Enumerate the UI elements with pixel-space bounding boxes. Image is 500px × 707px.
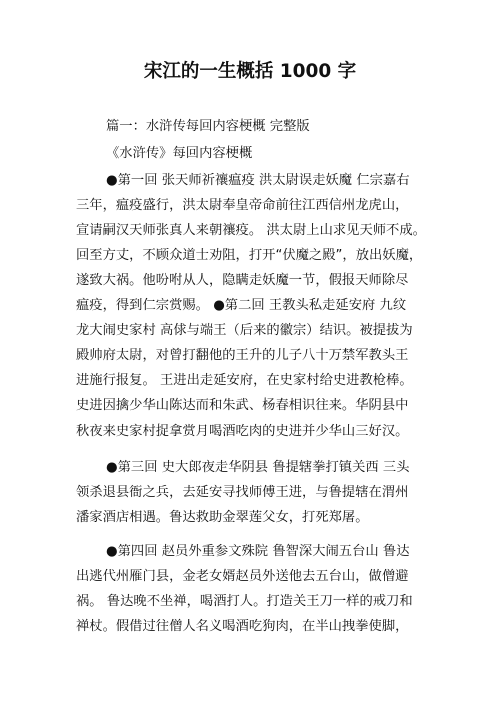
paragraph-line: 宣请嗣汉天师张真人来朝禳疫。 洪太尉上山求见天师不成。 <box>76 223 426 238</box>
paragraph-line: 出逃代州雁门县，金老女婿赵员外送他去五台山，做僧避 <box>76 569 409 584</box>
paragraph-line: 进施行报复。 王进出走延安府，在史家村给史进教枪棒。 <box>76 373 413 388</box>
paragraph-line: 回至方丈，不顾众道士劝阻，打开“伏魔之殿”，放出妖魔， <box>76 248 423 263</box>
paragraph-line: 禅杖。假借过往僧人名义喝酒吃狗肉，在半山拽拳使脚， <box>76 619 409 634</box>
paragraph-line: 潘家酒店相遇。鲁达救助金翠莲父女，打死郑屠。 <box>76 510 369 525</box>
section-heading: 《水浒传》每回内容梗概 <box>106 146 253 161</box>
document-title: 宋江的一生概括 1000 字 <box>143 61 357 82</box>
paragraph-line: 殿帅府太尉，对曾打翻他的王升的儿子八十万禁军教头王 <box>76 348 409 363</box>
paragraph-line: 遂致大祸。他吩咐从人，隐瞒走妖魔一节，假报天师除尽 <box>76 273 409 288</box>
paragraph-line: 三年，瘟疫盛行，洪太尉奉皇帝命前往江西信州龙虎山， <box>76 198 409 213</box>
paragraph-line: 瘟疫，得到仁宗赏赐。 ●第二回 王教头私走延安府 九纹 <box>76 298 407 313</box>
paragraph-line: 龙大闹史家村 高俅与端王（后来的徽宗）结识。被提拔为 <box>76 323 413 338</box>
paragraph-line: 秋夜来史家村捉拿赏月喝酒吃肉的史进并少华山三好汉。 <box>76 424 409 439</box>
paragraph-line: ●第一回 张天师祈禳瘟疫 洪太尉误走妖魔 仁宗嘉右 <box>106 173 410 188</box>
paragraph-line: 史进因擒少华山陈达而和朱武、杨春相识往来。华阴县中 <box>76 398 409 413</box>
paragraph-line: 领杀退县衙之兵，去延安寻找师傅王进，与鲁提辖在渭州 <box>76 485 409 500</box>
document-subtitle: 篇一：水浒传每回内容梗概 完整版 <box>106 119 310 134</box>
paragraph-line: ●第三回 史大郎夜走华阴县 鲁提辖拳打镇关西 三头 <box>106 460 410 475</box>
paragraph-line: 祸。 鲁达晚不坐禅，喝酒打人。打造关王刀一样的戒刀和 <box>76 594 413 609</box>
paragraph-line: ●第四回 赵员外重参文殊院 鲁智深大闹五台山 鲁达 <box>106 544 410 559</box>
